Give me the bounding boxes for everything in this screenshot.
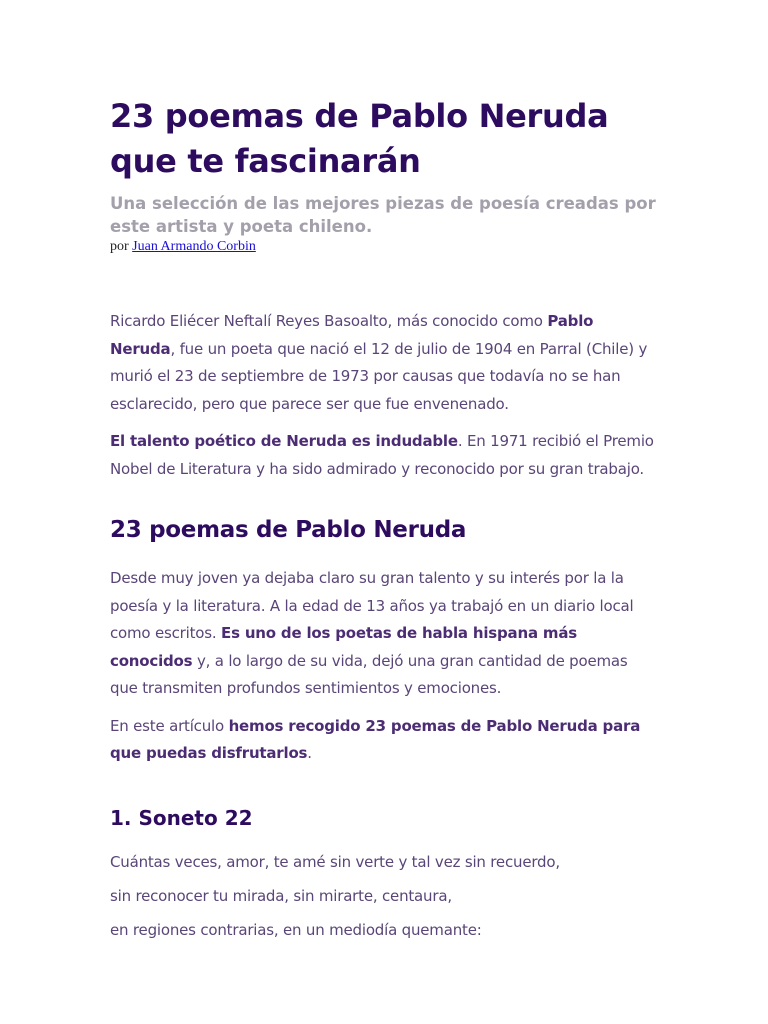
bold-text: Es uno de los poetas de habla hispana más conocidos	[110, 624, 577, 670]
poem-line: Cuántas veces, amor, te amé sin verte y tal vez sin recuerdo,	[110, 852, 560, 871]
section-heading: 23 poemas de Pablo Neruda	[110, 517, 467, 543]
article-title: 23 poemas de Pablo Neruda que te fascinarán	[110, 97, 609, 180]
poem-line: sin reconocer tu mirada, sin mirarte, centaura,	[110, 886, 452, 905]
byline-prefix: por	[110, 239, 129, 254]
article-subtitle: Una selección de las mejores piezas de poesía creadas por este artista y poeta chileno.	[110, 194, 656, 236]
section-paragraph-2: En este artículo hemos recogido 23 poemas de Pablo Neruda para que puedas disfrutarlos.	[110, 716, 641, 762]
article-content	[110, 94, 658, 950]
bold-text: El talento poético de Neruda es indudable	[110, 432, 458, 450]
author-link[interactable]: Juan Armando Corbin	[132, 239, 256, 254]
section-paragraph-1: Desde muy joven ya dejaba claro su gran talento y su interés por la la poesía y la literatura. A la edad de 13 años ya trabajó en un diario local como escritos. Es uno de los poetas de habla hispana más conocidos y, a lo largo de su vida, dejó una gran cantidad de poemas que transmiten profundos sentimientos y emociones.	[110, 569, 634, 697]
bold-text: hemos recogido 23 poemas de Pablo Neruda para que puedas disfrutarlos	[110, 716, 641, 762]
poem-heading: 1. Soneto 22	[110, 805, 253, 830]
intro-paragraph-2: El talento poético de Neruda es indudable. En 1971 recibió el Premio Nobel de Literatura y ha sido admirado y reconocido por su gran trabajo.	[110, 432, 654, 478]
intro-paragraph-1: Ricardo Eliécer Neftalí Reyes Basoalto, más conocido como Pablo Neruda, fue un poeta que nació el 12 de julio de 1904 en Parral (Chile) y murió el 23 de septiembre de 1973 por causas que todavía no se han esclarecido, pero que parece ser que fue envenenado.	[110, 312, 648, 413]
bold-text: Pablo Neruda	[110, 312, 594, 358]
poem-line: en regiones contrarias, en un mediodía quemante:	[110, 920, 482, 939]
byline	[110, 238, 658, 256]
